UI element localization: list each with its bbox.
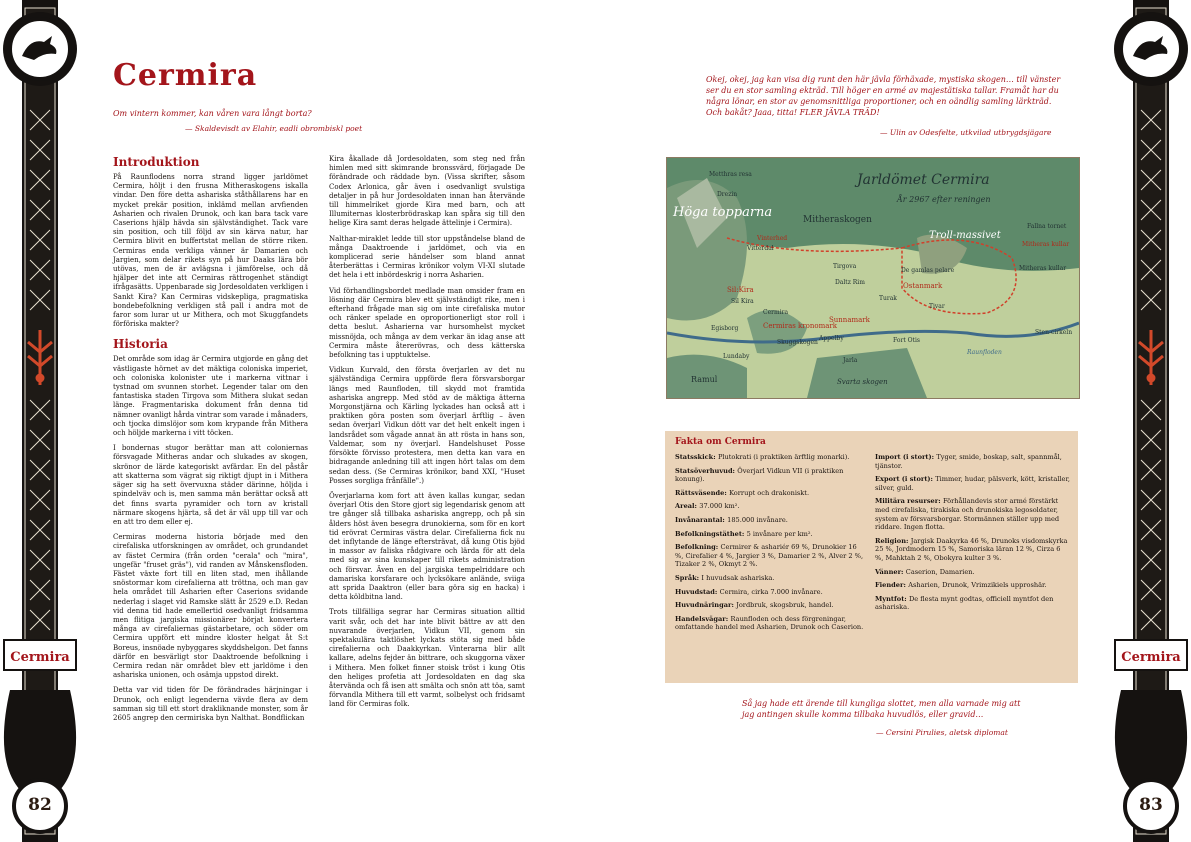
right-side-label: Cermira bbox=[1121, 650, 1181, 665]
fact-entry bbox=[675, 489, 865, 498]
map-label-lundaby: Lundaby bbox=[723, 353, 750, 360]
map-label-vinterhed: Vinterhed bbox=[757, 235, 788, 242]
fact-key: Handelsvägar: bbox=[675, 614, 731, 623]
map-label-metthras-resa: Metthras resa bbox=[709, 171, 752, 178]
fact-entry bbox=[675, 502, 865, 511]
history-paragraph-1: Det område som idag är Cermira utgjorde en gång det västligaste hörnet av det mäktiga coloniska imperiet, och coloniska kolonister ute i markerna vittnar i tystnad om svunnen storhet. Legender talar om den fantastiska staden Tirgova som Mithera slukat sedan länge. Fragmentariska dokument från denna tid nämner ovanligt hårda vintrar som varade i månaders, och tjocka dimslöjor som kom krypande från Mithera och höljde markerna i vitt töcken. bbox=[113, 355, 308, 438]
text-column-1 bbox=[113, 155, 308, 729]
fact-key: Import (i stort): bbox=[875, 453, 937, 461]
fact-entry bbox=[875, 537, 1070, 563]
fact-key: Språk: bbox=[675, 573, 702, 582]
facts-left-column bbox=[675, 453, 865, 637]
map-label-egisborg: Egisborg bbox=[711, 325, 739, 332]
right-border-ornament bbox=[1111, 0, 1191, 842]
facts-title: Fakta om Cermira bbox=[675, 437, 766, 447]
map-label-svarta-skogen: Svarta skogen bbox=[837, 378, 888, 386]
history-paragraph-7: Vid förhandlingsbordet medlade man omsider fram en lösning där Cermira blev ett självständigt rike, men i efterhand frågade man sig om inte cirefaliska mutor och ränker spelade en oproportionerligt stor roll i detta beslut. Asharierna var hursomhelst mycket missnöjda, och många av dem verkar än idag anse att Cermira måste återerövras, och dess kätterska befolkning tas i upptuktelse. bbox=[329, 286, 525, 360]
fact-value: Jargisk Daakyrka 46 %, Drunoks visdomskyrka 25 %, Jordmodern 15 %, Samoriska läran 12 %, Cirza 6 %, Mahktah 2 %, Obokyra kulter 3 %. bbox=[875, 536, 1068, 562]
map-label-turak: Turak bbox=[879, 295, 897, 302]
map-label-de-gamlas-pelare: De gamlas pelare bbox=[901, 267, 955, 274]
fact-entry bbox=[675, 615, 865, 632]
fact-entry bbox=[675, 601, 865, 610]
fact-key: Invånarantal: bbox=[675, 515, 728, 524]
fact-key: Statsöverhuvud: bbox=[675, 466, 738, 475]
map-label-tivar: Tivar bbox=[929, 303, 945, 310]
fact-key: Vänner: bbox=[875, 567, 906, 576]
fact-key: Befolkningstäthet: bbox=[675, 529, 747, 538]
fact-value: 37.000 km². bbox=[699, 502, 740, 511]
history-paragraph-9: Överjarlarna kom fort att även kallas kungar, sedan överjarl Otis den Store gjort sig legendarisk genom att tre gånger slå tillbaka ashariska angrepp, och på sin ålders höst även besegra drunokierna, som för en kort tid erövrat Cermiras västra delar. Cirefalierna fick nu det inflytande de länge eftersträvat, då kung Otis bjöd in massor av faliska rådgivare och lärda för att dela med sig av sina kunskaper till rikets administration och försvar. Även en del jargiska tempelriddare och damariska korsfarare och lycksökare anlände, sviiga att sprida Daaktron (eller bara göra sig en hacka) i detta köldbitna land. bbox=[329, 491, 525, 602]
bottom-quote-attribution: — Cersini Pirulies, aletsk diplomat bbox=[876, 728, 1008, 737]
bottom-quote-text: Så jag hade ett ärende till kungliga slottet, men alla varnade mig att jag antingen skulle komma tillbaka huvudlös, eller gravid… bbox=[742, 699, 1021, 719]
fact-entry bbox=[875, 475, 1070, 492]
map-label-ramul: Ramul bbox=[691, 375, 718, 384]
fact-value: Cermira, cirka 7.000 invånare. bbox=[719, 587, 823, 596]
history-paragraph-8: Vidkun Kurvald, den första överjarlen av det nu självständiga Cermira uppförde flera försvarsborgar längs med Raunfloden, till skydd mot framtida ashariska angrepp. Med stöd av de mäktiga ätterna Morgonstjärna och Kärling lyckades han också att i praktiken göra posten som överjarl ärftlig – även sedan överjarl Vidkun dött var det helt enkelt ingen i landsrådet som vågade annat än att rösta in hans son, Valdemar, som ny överjarl. Handelshuset Posse försökte förvisso protestera, men detta kan vara en bidragande anledning till att ingen hört talas om dem sedan dess. (Se Cermiras krönikor, band XXI, "Huset Posses sorgliga frånfälle".) bbox=[329, 366, 525, 485]
page-title: Cermira bbox=[113, 58, 258, 93]
fact-value: Caserion, Damarien. bbox=[905, 567, 975, 576]
map-label-hoga-topparna: Höga topparna bbox=[673, 205, 773, 220]
left-quote-attribution: — Skaldevisdt av Elahir, eadli obrombiskl poet bbox=[185, 124, 363, 133]
fact-value: Överjarl Vidkun VII (i praktiken konung). bbox=[675, 466, 844, 484]
fact-entry bbox=[675, 543, 865, 569]
map-label-sil-kira: Sil Kira bbox=[731, 298, 754, 305]
map-label-mitheras-kullar: Mitheras kullar bbox=[1019, 265, 1067, 272]
fact-key: Huvudstad: bbox=[675, 587, 720, 596]
history-paragraph-2: I bondernas stugor berättar man att coloniernas försvagade Mitheras andar och slukades av skogen, skrönor de lärde kategoriskt avfärdar. En del påstår att skatterna som vägrat sig riktigt djupt in i Mithera säger sig ha sett övervuxna städer därinne, höljda i spindelväv och is, men samma män berättar också att det finns svarta pyramider och torn av kristall närmare skogens hjärta, så det är väl upp till var och en att tro dem eller ej. bbox=[113, 444, 308, 526]
left-page-number: 82 bbox=[28, 795, 52, 815]
map-label-stencirkeln: Sten-cirkeln bbox=[1035, 329, 1073, 336]
fact-entry bbox=[675, 530, 865, 539]
fact-key: Myntfot: bbox=[875, 594, 909, 603]
fact-value: 185.000 invånare. bbox=[727, 515, 788, 524]
fact-entry bbox=[675, 588, 865, 597]
fact-value: Timmer, hudar, pälsverk, kött, kristaller, silver, guld. bbox=[875, 475, 1070, 492]
intro-paragraph: På Raunflodens norra strand ligger jarldömet Cermira, höljt i den frusna Mitheraskogens iskalla vindar. Den före detta ashariska ståthållarens har en mycket prekär position, inklämd mellan arvfienden Asharien och rivalen Drunok, och kan bara tack vare Caserions hjälp hävda sin självständighet. Tack vare sin position, och till följd av sin kärva natur, har Cermira blivit en buffertstat mellan de större riken. Cermiras enda verkliga vänner är Damarien och Jargien, som delar rikets syn på hur Daaks lära bör utövas, men de är avlägsna i jämförelse, och då hjälper det inte att Cermiras rättrogenhet ständigt ifrågasätts. Uppenbarade sig Jordesoldaten verkligen i Sankt Kira? Kan Cermiras vidskepliga, pragmatiska bondebefolkning verkligen stå pall i andra mot de faror som lurar ut ur Mithera, och mot Skuggfandets förföriska makter? bbox=[113, 173, 308, 329]
right-quote-text: Okej, okej, jag kan visa dig runt den här jävla förhäxade, mystiska skogen… till vänster ser du en stor samling ekträd. Till höger en armé av majestätiska tallar. Framåt har du några lönar, en stor av genomsnittliga proportioner, och en oändlig samling lärkträd. Och bakåt? Jaaa, titta! FLER JÄVLA TRÄD! bbox=[706, 75, 1061, 117]
left-side-label: Cermira bbox=[10, 650, 70, 665]
map-label-drezin: Drezin bbox=[717, 191, 738, 198]
fact-value: 5 invånare per km². bbox=[746, 529, 813, 538]
history-paragraph-3: Cermiras moderna historia började med den cirefaliska utforskningen av området, och grundandet av fästet Cermira (från orden "cerala" och "mira", ungefär "fruset gräs"), vid randen av Månskensfloden. Fästet växte fort till en liten stad, men ihållande snöstormar kom cirefalierna att tröttna, och man gav hela området till Asharien efter Caserions svidande nederlag i slaget vid Ramske slätt år 2529 e.D. Redan vid denna tid hade emellertid osedvanligt fridsamma men flitiga jargiska missionärer börjat konvertera många av cirefaliernas gästarbetare, och söder om Cermira uppfört ett mindre kloster helgat åt S:t Boreus, insnöade nybyggares skyddshelgon. Det fanns därför en besvärligt stor Daaktroende befolkning i Cermira redan när området blev ett jarldöme i den ashariska unionen, och osämja uppstod direkt. bbox=[113, 533, 308, 680]
left-border-band bbox=[0, 0, 80, 842]
fact-key: Religion: bbox=[875, 536, 911, 545]
fact-entry bbox=[875, 595, 1070, 612]
fact-key: Areal: bbox=[675, 502, 700, 511]
fact-entry bbox=[675, 453, 865, 462]
fact-value: Asharien, Drunok, Vrimzikiels upproshär. bbox=[908, 581, 1047, 590]
left-border-ornament bbox=[0, 0, 80, 842]
map-label-sunnamark: Sunnamark bbox=[829, 316, 870, 324]
history-paragraph-10: Trots tillfälliga segrar har Cermiras situation alltid varit svår, och det har inte blivit bättre av att den nuvarande överjarlen, Vidkun VII, genom sin spektakulära taktlöshet lyckats stöta sig med både cirefalierna och Daakkyrkan. Vinterarna blir allt kallare, adelns fejder än bittrare, och skuggorna växer i Mithera. Men folket finner stoisk tröst i kung Otis den heliges profetia att Jordesoldaten en dag ska återvända och få isen att smälta och snön att töa, samt förvandla Mithera till ett varmt, solbelyst och fridsamt land för Cermiras folk. bbox=[329, 608, 525, 709]
history-paragraph-6: Nalthar-miraklet ledde till stor uppståndelse bland de många Daaktroende i jarldömet, och via en komplicerad serie händelser som bland annat återberättas i Cermiras krönikor volym VI-XI slutade det hela i ett inbördeskrig i norra Asharien. bbox=[329, 234, 525, 280]
map-title: Jarldömet Cermira bbox=[857, 172, 990, 188]
left-quote-text: Om vintern kommer, kan våren vara långt borta? bbox=[113, 109, 312, 118]
map-label-cermiras-kronomark: Cermiras kronomark bbox=[763, 322, 837, 330]
fact-entry bbox=[675, 574, 865, 583]
fact-entry bbox=[875, 453, 1070, 470]
map-label-mitheraskogen: Mitheraskogen bbox=[803, 215, 872, 225]
fact-value: Förhållandevis stor armé förstärkt med cirefaliska, tirakiska och drunokiska legosoldater, system av försvarsborgar. Stormännen ställer upp med riddare. Ingen flotta. bbox=[875, 497, 1060, 532]
fact-entry bbox=[675, 467, 865, 484]
map-label-vitterdal: Vitterdal bbox=[747, 245, 774, 252]
fact-value: Raunfloden och dess förgreningar, omfattande handel med Asharien, Drunok och Caserion. bbox=[675, 614, 864, 632]
map-label-daltz-rim: Daltz Rim bbox=[835, 279, 865, 286]
map-label-fallna-tornet: Fallna tornet bbox=[1027, 223, 1067, 230]
fact-value: Cermirer & ashariér 69 %, Drunokier 16 %, Cirefalier 4 %, Jargier 3 %, Damarier 2 %, Alver 2 %, Tizaker 2 %, Okmyt 2 %. bbox=[675, 543, 864, 569]
heading-historia: Historia bbox=[113, 337, 168, 352]
fact-key: Huvudnäringar: bbox=[675, 601, 737, 610]
right-page-number: 83 bbox=[1139, 795, 1163, 815]
fact-key: Rättsväsende: bbox=[675, 488, 730, 497]
heading-introduktion: Introduktion bbox=[113, 155, 200, 169]
map-label-cermira: Cermira bbox=[763, 309, 789, 316]
map-label-skuggskogen: Skuggskogen bbox=[777, 339, 818, 346]
right-quote-attribution: — Ulin av Odesfelte, utkvilad utbrygdsjägare bbox=[880, 128, 1052, 137]
map-label-trollmassivet: Troll-massivet bbox=[929, 230, 1001, 241]
text-column-2 bbox=[329, 155, 525, 716]
facts-right-column bbox=[875, 453, 1070, 617]
fact-key: Militära resurser: bbox=[875, 497, 943, 506]
fact-value: Plutokrati (i praktiken ärftlig monarki). bbox=[717, 453, 850, 461]
history-paragraph-5: Kira åkallade då Jordesoldaten, som steg ned från himlen med sitt skimrande bronssvärd, förjagade De förändrade och räddade byn. (Vissa skrifter, såsom Codex Arlonica, går även i osedvanligt svulstiga detaljer in på hur Jordesoldaten innan han återvände till himmelriket gjorde Kira med barn, och att Illumiternas klosterbrödraskap kan spåra sig till den helige Kira samt deras helgade ättelinje i Cermira). bbox=[329, 155, 525, 228]
map-label-fort-otis: Fort Otis bbox=[893, 337, 920, 344]
map-label-mitheras-kullar-region: Mitheras kullar bbox=[1022, 241, 1070, 248]
map-label-ostanmark: Ostanmark bbox=[903, 282, 943, 290]
fact-entry bbox=[675, 516, 865, 525]
map-jarldomet-cermira bbox=[666, 157, 1080, 399]
fact-key: Export (i stort): bbox=[875, 475, 936, 484]
fact-value: De flesta mynt godtas, officiell myntfot den ashariska. bbox=[875, 594, 1054, 612]
right-border-band bbox=[1111, 0, 1191, 842]
fact-entry bbox=[875, 581, 1070, 590]
fact-value: Jordbruk, skogsbruk, handel. bbox=[736, 601, 834, 610]
fact-key: Statsskick: bbox=[675, 453, 718, 461]
history-paragraph-4: Detta var vid tiden för De förändrades härjningar i Drunok, och enligt legenderna vävde flera av dem samman sig till ett stort drakliknande monster, som år 2605 angrep den cermiriska byn Nalthat. Bondflickan bbox=[113, 686, 308, 722]
fact-value: I huvudsak ashariska. bbox=[701, 573, 775, 582]
map-label-sil-kira-region: Sil:Kira bbox=[727, 286, 754, 294]
fact-key: Befolkning: bbox=[675, 543, 721, 552]
map-label-jarla: Jarla bbox=[843, 357, 858, 364]
fact-key: Fiender: bbox=[875, 581, 909, 590]
map-label-raunfloden: Raunfloden bbox=[967, 349, 1002, 356]
map-label-appelby: Appelby bbox=[819, 335, 844, 342]
map-label-tirgova: Tirgova bbox=[833, 263, 857, 270]
fact-entry bbox=[875, 568, 1070, 577]
map-subtitle: År 2967 efter reningen bbox=[897, 195, 991, 204]
fact-value: Tyger, smide, boskap, salt, spannmål, tjänstor. bbox=[875, 453, 1062, 470]
facts-box bbox=[665, 431, 1078, 683]
fact-value: Korrupt och drakoniskt. bbox=[729, 488, 810, 497]
fact-entry bbox=[875, 497, 1070, 531]
